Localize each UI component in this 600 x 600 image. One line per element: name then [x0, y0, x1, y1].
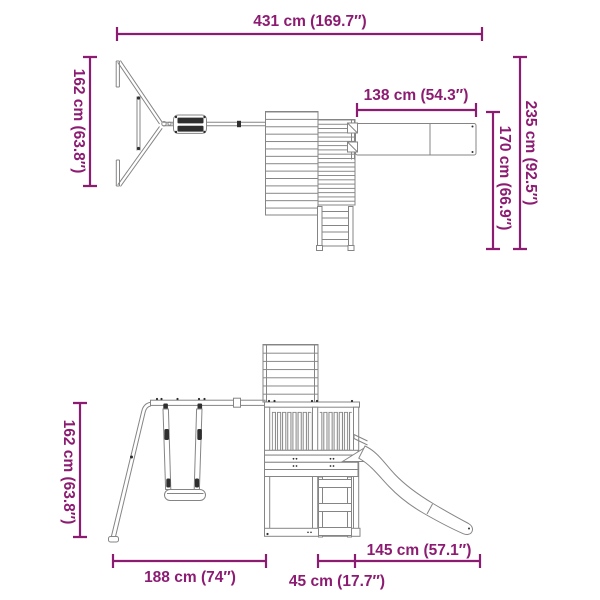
slide-plan — [348, 119, 477, 160]
plank-row — [265, 462, 359, 469]
ladder-plan — [317, 207, 355, 251]
aframe-crossbar — [137, 97, 140, 151]
slide-chute — [359, 446, 473, 534]
dim-height-side — [60, 403, 87, 537]
rope-sleeve — [166, 479, 170, 488]
swing-seat-plan — [174, 115, 207, 133]
dim-tower-depth-label: 170 cm (66.9″) — [496, 125, 513, 231]
slide-body — [356, 124, 477, 156]
slide-end-bolt — [468, 528, 470, 530]
beam-bolt — [176, 398, 178, 400]
plank-screw — [296, 458, 298, 460]
seat-bolt — [175, 116, 177, 118]
plank-screw — [333, 458, 335, 460]
ladder-rung — [319, 504, 352, 512]
rail-bolt — [311, 400, 313, 402]
beam-bolt — [160, 398, 162, 400]
beam-bolt — [156, 398, 158, 400]
roof-slats — [266, 112, 319, 216]
seat-bar-1 — [178, 118, 204, 124]
swing-seat-side — [165, 490, 206, 501]
top-rail — [265, 402, 360, 407]
base-screw — [310, 532, 312, 534]
rope-sleeve — [164, 429, 169, 440]
dim-height-side-label: 162 cm (63.8″) — [60, 419, 77, 525]
crossbar-bolt-top — [137, 96, 140, 99]
beam-bolt — [198, 398, 200, 400]
balusters-right — [320, 412, 352, 451]
swing-post-side — [109, 402, 151, 542]
mid-rail — [265, 450, 359, 455]
seat-bar-2 — [178, 126, 204, 132]
aframe-top-foot — [116, 61, 119, 87]
post-foot — [109, 537, 119, 543]
ladder-rung — [319, 480, 352, 488]
rope-sleeve — [197, 429, 202, 440]
beam-bracket — [237, 121, 241, 127]
rail-bolt — [268, 400, 270, 402]
rail-bolt — [351, 400, 353, 402]
slide-connector-1 — [348, 123, 358, 133]
dim-tower-width-line — [318, 554, 355, 568]
slide-end-bolt — [472, 151, 474, 153]
swing-side — [163, 404, 206, 501]
post-bolt — [130, 456, 133, 459]
ladder-rung — [322, 226, 349, 233]
slide-end-bolt — [472, 126, 474, 128]
dim-total-depth-label: 235 cm (92.5″) — [522, 100, 539, 206]
plank-screw — [293, 465, 295, 467]
ladder-rung — [319, 528, 352, 536]
ladder-foot — [348, 246, 354, 251]
dimension-annotations — [60, 13, 539, 590]
plank-screw — [330, 458, 332, 460]
ladder-rail-right — [349, 207, 354, 251]
ladder-rung — [322, 240, 349, 247]
dim-slide-section-width-label: 145 cm (57.1″) — [366, 542, 472, 559]
dim-swing-section-width — [113, 554, 266, 586]
dim-frame-depth-top — [70, 57, 97, 186]
plank-screw — [293, 458, 295, 460]
ladder-foot — [317, 246, 323, 251]
slide-side — [343, 435, 473, 535]
dim-slide-length-label: 138 cm (54.3″) — [363, 87, 469, 104]
beam-bracket — [234, 398, 241, 407]
crossbar-bolt-bottom — [137, 147, 140, 150]
rail-bolt — [316, 400, 318, 402]
post-outline — [111, 402, 150, 538]
seat-bolt — [175, 131, 177, 133]
rope-left — [163, 409, 171, 490]
seat-bolt — [203, 131, 205, 133]
dim-total-depth — [513, 57, 539, 249]
rope-sleeve — [195, 479, 199, 488]
plank-screw — [296, 465, 298, 467]
ladder-side — [319, 477, 352, 537]
seat-bolt — [203, 116, 205, 118]
dim-slide-length — [357, 87, 476, 117]
base-screw — [307, 532, 309, 534]
ladder-rail-left — [318, 207, 323, 251]
side-view-drawing — [109, 345, 473, 543]
ladder-rung — [322, 212, 349, 219]
beam-bolt — [203, 398, 205, 400]
dim-swing-section-width-line — [113, 554, 266, 568]
slide-connector-2 — [348, 142, 358, 152]
plank-screw — [330, 465, 332, 467]
dim-slide-length-line — [357, 103, 476, 117]
balusters-left — [272, 412, 312, 451]
dim-tower-depth — [486, 112, 513, 249]
dim-tower-width-label: 45 cm (17.7″) — [288, 573, 386, 590]
dim-total-width — [117, 13, 482, 41]
dim-frame-depth-top-label: 162 cm (63.8″) — [70, 68, 87, 174]
tower-roof-plan — [266, 112, 319, 216]
dim-slide-section-width — [355, 542, 480, 568]
dim-total-width-label: 431 cm (169.7″) — [253, 13, 367, 30]
swing-frame-plan — [116, 61, 176, 187]
dim-swing-section-width-label: 188 cm (74″) — [144, 569, 236, 586]
aframe-bottom-foot — [116, 160, 119, 186]
base-bolt — [266, 533, 268, 535]
plank-row — [265, 470, 359, 477]
rope-right — [194, 409, 202, 490]
plank-screw — [333, 465, 335, 467]
dim-tower-width — [289, 554, 385, 590]
rail-bolt — [273, 400, 275, 402]
roof-side-slats — [263, 345, 318, 403]
